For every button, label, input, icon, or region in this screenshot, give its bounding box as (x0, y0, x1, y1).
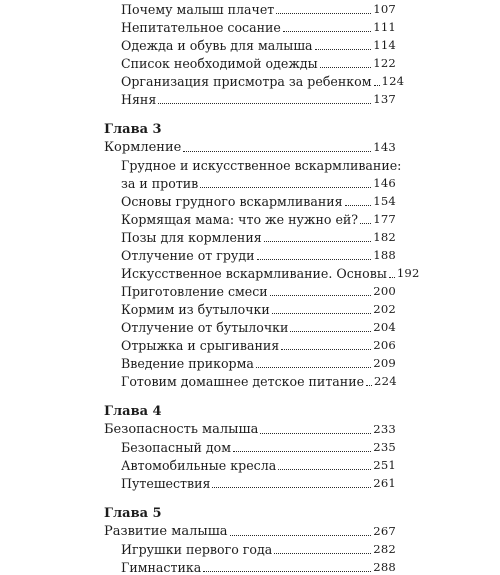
entry-title: Отлучение от бутылочки (121, 320, 289, 335)
dot-leader (203, 571, 371, 572)
entry-title: Автомобильные кресла (121, 458, 277, 473)
entry-title: Организация присмотра за ребенком (121, 74, 372, 89)
toc-entry[interactable] (121, 473, 396, 491)
toc-entry[interactable] (121, 353, 396, 371)
toc-entry[interactable] (121, 299, 396, 317)
entry-title: Безопасность малыша (104, 422, 259, 437)
toc-entry[interactable] (121, 437, 396, 455)
entry-title: Безопасный дом (121, 440, 232, 455)
page-number: 177 (373, 212, 396, 226)
toc-entry[interactable] (121, 0, 396, 17)
entry-title: Список необходимой одежды (121, 56, 318, 71)
dot-leader (230, 535, 372, 536)
toc-entry[interactable] (121, 53, 396, 71)
toc-entry[interactable] (121, 209, 396, 227)
page-number: 146 (373, 176, 396, 190)
dot-leader (320, 67, 372, 68)
dot-leader (345, 205, 372, 206)
page-number: 192 (396, 266, 420, 280)
toc-entry[interactable] (121, 281, 396, 299)
dot-leader (212, 487, 371, 488)
page-number: 111 (373, 20, 396, 34)
entry-title: Гимнастика (121, 560, 202, 575)
entry-title: Кормим из бутылочки (121, 302, 270, 317)
entry-title: Позы для кормления (121, 230, 262, 245)
toc-entry[interactable] (121, 539, 396, 557)
page-number: 251 (373, 458, 396, 472)
entry-title: за и против (121, 176, 199, 191)
entry-title: Путешествия (121, 476, 211, 491)
page-number: 122 (373, 56, 396, 70)
page-number: 188 (373, 248, 396, 262)
toc-entry[interactable] (121, 263, 420, 281)
dot-leader (360, 223, 371, 224)
dot-leader (272, 313, 371, 314)
dot-leader (389, 277, 395, 278)
page-number: 209 (373, 356, 396, 370)
toc-entry[interactable] (121, 191, 396, 209)
toc-entry[interactable] (121, 17, 396, 35)
toc-entry[interactable] (121, 557, 396, 575)
page-number: 182 (373, 230, 396, 244)
toc-entry[interactable] (121, 155, 402, 173)
toc-entry[interactable] (121, 371, 396, 389)
entry-title: Кормящая мама: что же нужно ей? (121, 212, 359, 227)
entry-title: Грудное и искусственное вскармливание: (121, 158, 402, 173)
entry-title: Игрушки первого года (121, 542, 273, 557)
dot-leader (233, 451, 371, 452)
entry-title: Отлучение от груди (121, 248, 255, 263)
dot-leader (366, 385, 372, 386)
entry-title: Развитие малыша (104, 524, 228, 539)
toc-entry[interactable] (121, 455, 396, 473)
page-number: 114 (373, 38, 396, 52)
dot-leader (158, 103, 371, 104)
page-number: 107 (373, 2, 396, 16)
page-number: 154 (373, 194, 396, 208)
dot-leader (374, 85, 380, 86)
entry-title: Одежда и обувь для малыша (121, 38, 313, 53)
toc-entry[interactable] (121, 317, 396, 335)
toc-entry[interactable] (121, 35, 396, 53)
page-number: 204 (373, 320, 396, 334)
toc-entry[interactable] (121, 71, 405, 89)
dot-leader (183, 151, 371, 152)
page-number: 124 (381, 74, 405, 88)
toc-entry[interactable] (121, 173, 396, 191)
dot-leader (274, 553, 371, 554)
entry-title: Отрыжка и срыгивания (121, 338, 280, 353)
toc-entry[interactable] (121, 245, 396, 263)
page-number: 202 (373, 302, 396, 316)
chapter-label: Глава 5 (104, 506, 162, 521)
page-number: 206 (373, 338, 396, 352)
entry-title: Непитательное сосание (121, 20, 281, 35)
dot-leader (283, 31, 371, 32)
dot-leader (281, 349, 371, 350)
dot-leader (290, 331, 371, 332)
page-number: 200 (373, 284, 396, 298)
chapter-section-entry[interactable] (104, 137, 396, 155)
entry-title: Искусственное вскармливание. Основы (121, 266, 387, 281)
page-number: 233 (373, 422, 396, 436)
dot-leader (315, 49, 372, 50)
entry-title: Основы грудного вскармливания (121, 194, 343, 209)
page-number: 137 (373, 92, 396, 106)
entry-title: Почему малыш плачет (121, 2, 275, 17)
entry-title: Введение прикорма (121, 356, 254, 371)
dot-leader (278, 469, 371, 470)
chapter-section-entry[interactable] (104, 419, 396, 437)
dot-leader (270, 295, 372, 296)
page-number: 282 (373, 542, 396, 556)
entry-title: Няня (121, 92, 157, 107)
entry-title: Приготовление смеси (121, 284, 268, 299)
page-number: 224 (374, 374, 397, 388)
toc-entry[interactable] (121, 89, 396, 107)
dot-leader (264, 241, 372, 242)
page-number: 267 (373, 524, 396, 538)
toc-entry[interactable] (121, 335, 396, 353)
dot-leader (257, 259, 372, 260)
page-number: 143 (373, 140, 396, 154)
entry-title: Кормление (104, 140, 182, 155)
page-number: 261 (373, 476, 396, 490)
dot-leader (256, 367, 371, 368)
toc-entry[interactable] (121, 227, 396, 245)
dot-leader (260, 433, 371, 434)
chapter-section-entry[interactable] (104, 521, 396, 539)
entry-title: Готовим домашнее детское питание (121, 374, 365, 389)
chapter-label: Глава 3 (104, 122, 162, 137)
dot-leader (276, 13, 371, 14)
page-number: 288 (373, 560, 396, 574)
dot-leader (200, 187, 371, 188)
chapter-label: Глава 4 (104, 404, 162, 419)
page-number: 235 (373, 440, 396, 454)
